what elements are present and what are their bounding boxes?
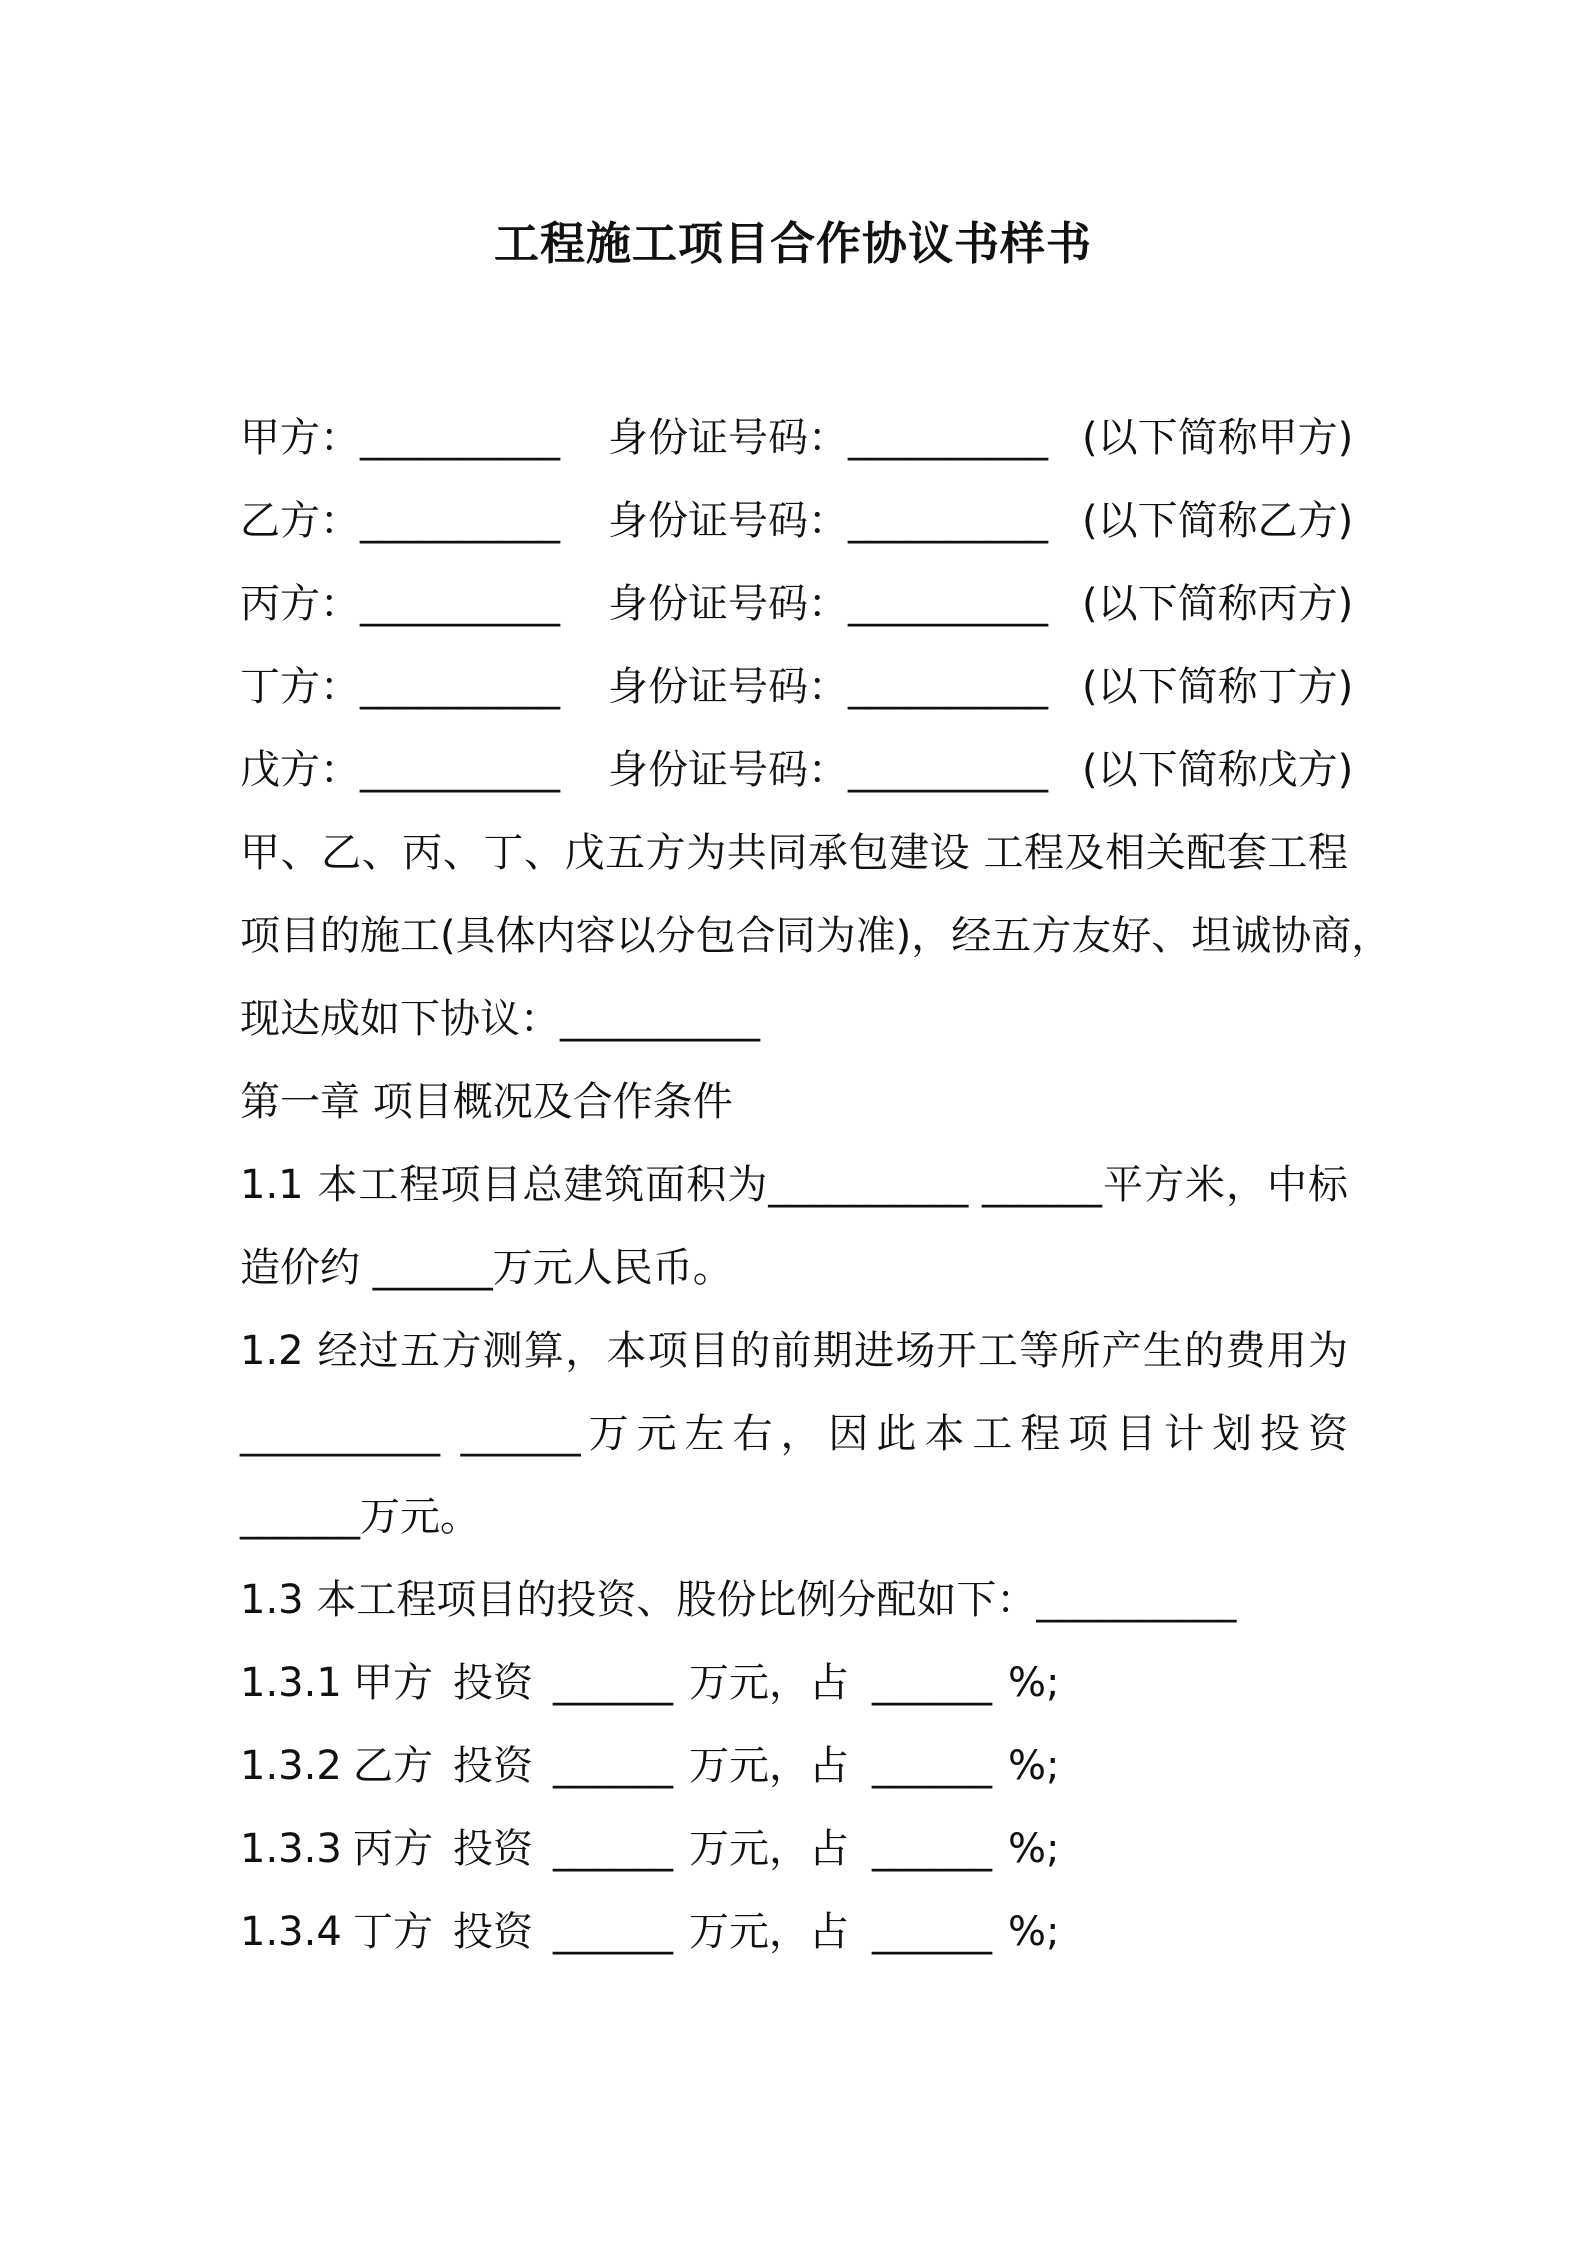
investment-amount-blank: ______ — [553, 1743, 673, 1789]
id-number-label: 身份证号码： — [608, 664, 848, 710]
sub-clause-invest-label: 投资 — [453, 1909, 533, 1955]
party-name: 甲方： — [240, 415, 360, 461]
id-number-label: 身份证号码： — [608, 415, 848, 461]
percent-sign: %; — [1008, 1743, 1060, 1789]
id-number-label: 身份证号码： — [608, 498, 848, 544]
party-name: 丙方： — [240, 581, 360, 627]
intro-line: 现达成如下协议：__________ — [240, 996, 760, 1042]
sub-clause-invest-label: 投资 — [453, 1743, 533, 1789]
sub-clause-number: 1.3.2 — [240, 1743, 342, 1789]
id-number-label: 身份证号码： — [608, 747, 848, 793]
sub-clause-number: 1.3.4 — [240, 1909, 342, 1955]
intro-line: 甲、乙、丙、丁、戊五方为共同承包建设 工程及相关配套工程 — [240, 830, 1348, 876]
share-percent-blank: ______ — [872, 1909, 992, 1955]
investment-amount-blank: ______ — [553, 1826, 673, 1872]
clause-1-3: 1.3 本工程项目的投资、股份比例分配如下：__________ — [240, 1577, 1237, 1623]
party-name: 丁方： — [240, 664, 360, 710]
party-abbreviation: (以下简称甲方) — [1082, 415, 1354, 461]
party-name: 乙方： — [240, 498, 360, 544]
party-name: 戊方： — [240, 747, 360, 793]
investment-amount-blank: ______ — [553, 1660, 673, 1706]
sub-clause-party: 甲方 — [353, 1660, 433, 1706]
sub-clause-number: 1.3.1 — [240, 1660, 342, 1706]
party-name-blank: __________ — [360, 747, 560, 793]
sub-clause-unit: 万元，占 — [689, 1826, 849, 1872]
share-percent-blank: ______ — [872, 1660, 992, 1706]
id-number-label: 身份证号码： — [608, 581, 848, 627]
investment-amount-blank: ______ — [553, 1909, 673, 1955]
party-name-blank: __________ — [360, 415, 560, 461]
sub-clause-invest-label: 投资 — [453, 1660, 533, 1706]
sub-clause-unit: 万元，占 — [689, 1660, 849, 1706]
clause-1-1-line: 1.1 本工程项目总建筑面积为__________ ______平方米，中标 — [240, 1162, 1348, 1208]
id-number-blank: __________ — [848, 415, 1048, 461]
sub-clause-number: 1.3.3 — [240, 1826, 342, 1872]
party-abbreviation: (以下简称丁方) — [1082, 664, 1354, 710]
clause-1-1-line: 造价约 ______万元人民币。 — [240, 1245, 733, 1291]
sub-clause-party: 乙方 — [353, 1743, 433, 1789]
sub-clause-party: 丁方 — [353, 1909, 433, 1955]
share-percent-blank: ______ — [872, 1743, 992, 1789]
id-number-blank: __________ — [848, 747, 1048, 793]
percent-sign: %; — [1008, 1909, 1060, 1955]
clause-1-2-line: 1.2 经过五方测算，本项目的前期进场开工等所产生的费用为 — [240, 1328, 1348, 1374]
id-number-blank: __________ — [848, 664, 1048, 710]
party-abbreviation: (以下简称丙方) — [1082, 581, 1354, 627]
document-title: 工程施工项目合作协议书样书 — [493, 217, 1092, 270]
clause-1-2-line: ______万元。 — [240, 1494, 480, 1540]
id-number-blank: __________ — [848, 498, 1048, 544]
sub-clause-party: 丙方 — [353, 1826, 433, 1872]
share-percent-blank: ______ — [872, 1826, 992, 1872]
percent-sign: %; — [1008, 1660, 1060, 1706]
party-name-blank: __________ — [360, 498, 560, 544]
party-name-blank: __________ — [360, 581, 560, 627]
sub-clause-unit: 万元，占 — [689, 1909, 849, 1955]
party-abbreviation: (以下简称乙方) — [1082, 498, 1354, 544]
party-abbreviation: (以下简称戊方) — [1082, 747, 1354, 793]
clause-1-2-line: __________ ______万元左右，因此本工程项目计划投资 — [240, 1411, 1348, 1457]
percent-sign: %; — [1008, 1826, 1060, 1872]
sub-clause-invest-label: 投资 — [453, 1826, 533, 1872]
id-number-blank: __________ — [848, 581, 1048, 627]
intro-line: 项目的施工(具体内容以分包合同为准)，经五方友好、坦诚协商， — [240, 913, 1392, 959]
chapter-heading: 第一章 项目概况及合作条件 — [240, 1079, 733, 1125]
sub-clause-unit: 万元，占 — [689, 1743, 849, 1789]
party-name-blank: __________ — [360, 664, 560, 710]
